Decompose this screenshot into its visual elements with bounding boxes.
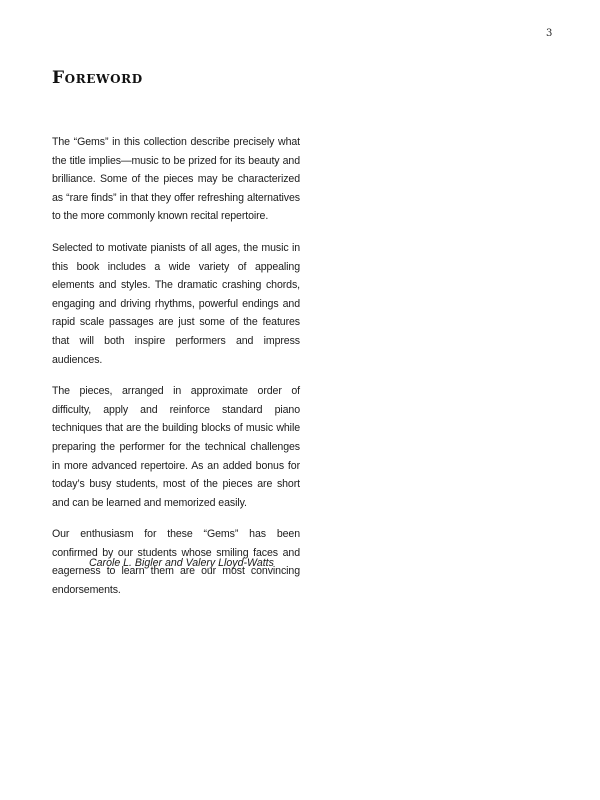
foreword-body bbox=[52, 133, 300, 613]
paragraph-2: Selected to motivate pianists of all ages, the music in this book includes a wide variety of appealing elements and styles. The dramatic crashing chords, engaging and driving rhythms, powerful endings and rapid scale passages are just some of the features that will both inspire performers and impress audiences. bbox=[52, 241, 300, 366]
page-number: 3 bbox=[546, 28, 553, 39]
author-signature: Carole L. Bigler and Valery Lloyd-Watts bbox=[89, 557, 274, 569]
paragraph-1: The “Gems” in this collection describe precisely what the title implies—music to be prized for its beauty and brilliance. Some of the pieces may be characterized as “rare finds” in that they offer refreshing alternatives to the more commonly known recital repertoire. bbox=[52, 136, 300, 223]
paragraph-4: Our enthusiasm for these “Gems” has been confirmed by our students whose smiling faces and eagerness to learn them are our most convincing endorsements. bbox=[52, 528, 300, 597]
page-title: Foreword bbox=[52, 68, 143, 88]
paragraph-3: The pieces, arranged in approximate order of difficulty, apply and reinforce standard piano techniques that are the building blocks of music while preparing the performer for the technical challenges in more advanced repertoire. As an added bonus for today’s busy students, most of the pieces are short and can be learned and memorized easily. bbox=[52, 385, 300, 509]
